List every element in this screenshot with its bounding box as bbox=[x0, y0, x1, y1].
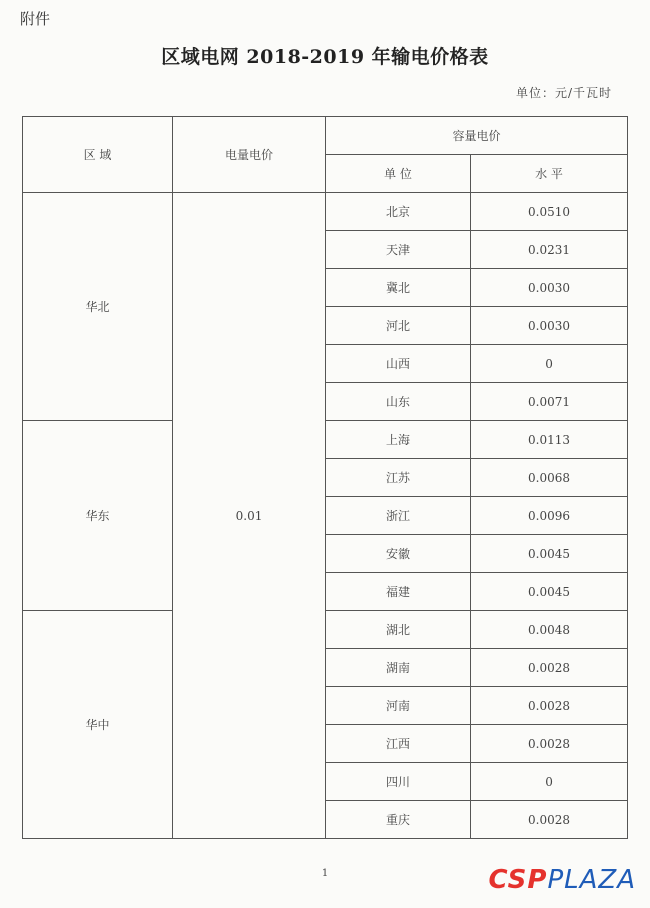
level-cell: 0.0045 bbox=[471, 535, 628, 573]
unit-cell: 上海 bbox=[326, 421, 471, 459]
level-cell: 0.0028 bbox=[471, 687, 628, 725]
header-capacity-price: 容量电价 bbox=[326, 117, 628, 155]
level-cell: 0.0030 bbox=[471, 269, 628, 307]
level-cell: 0.0028 bbox=[471, 801, 628, 839]
unit-cell: 北京 bbox=[326, 193, 471, 231]
level-cell: 0.0068 bbox=[471, 459, 628, 497]
unit-cell: 江苏 bbox=[326, 459, 471, 497]
page-number: 1 bbox=[321, 868, 329, 879]
level-cell: 0.0048 bbox=[471, 611, 628, 649]
unit-cell: 河北 bbox=[326, 307, 471, 345]
table-body bbox=[23, 193, 628, 839]
unit-cell: 河南 bbox=[326, 687, 471, 725]
attachment-label: 附件 bbox=[20, 10, 51, 28]
table-row bbox=[23, 421, 628, 459]
brand-logo-part1: CSP bbox=[488, 865, 548, 895]
page-title: 区域电网 2018-2019 年输电价格表 bbox=[161, 46, 489, 68]
level-cell: 0.0096 bbox=[471, 497, 628, 535]
level-cell: 0.0071 bbox=[471, 383, 628, 421]
level-cell: 0.0113 bbox=[471, 421, 628, 459]
table-row bbox=[23, 611, 628, 649]
transmission-price-table bbox=[22, 116, 628, 839]
level-cell: 0.0045 bbox=[471, 573, 628, 611]
unit-note: 单位：元/千瓦时 bbox=[515, 86, 612, 100]
level-cell: 0.0028 bbox=[471, 649, 628, 687]
level-cell: 0.0231 bbox=[471, 231, 628, 269]
unit-cell: 山东 bbox=[326, 383, 471, 421]
level-cell: 0.0510 bbox=[471, 193, 628, 231]
header-unit: 单 位 bbox=[326, 155, 471, 193]
unit-cell: 湖北 bbox=[326, 611, 471, 649]
unit-cell: 四川 bbox=[326, 763, 471, 801]
unit-cell: 湖南 bbox=[326, 649, 471, 687]
level-cell: 0.0028 bbox=[471, 725, 628, 763]
brand-logo bbox=[489, 865, 637, 895]
unit-cell: 江西 bbox=[326, 725, 471, 763]
unit-cell: 安徽 bbox=[326, 535, 471, 573]
unit-cell: 重庆 bbox=[326, 801, 471, 839]
unit-cell: 浙江 bbox=[326, 497, 471, 535]
level-cell: 0 bbox=[471, 345, 628, 383]
level-cell: 0 bbox=[471, 763, 628, 801]
level-cell: 0.0030 bbox=[471, 307, 628, 345]
energy-price-cell: 0.01 bbox=[173, 193, 326, 839]
brand-logo-part2: PLAZA bbox=[547, 865, 636, 895]
unit-cell: 山西 bbox=[326, 345, 471, 383]
unit-cell: 天津 bbox=[326, 231, 471, 269]
region-cell: 华东 bbox=[23, 421, 173, 611]
table-row bbox=[23, 193, 628, 231]
unit-cell: 冀北 bbox=[326, 269, 471, 307]
region-cell: 华中 bbox=[23, 611, 173, 839]
unit-cell: 福建 bbox=[326, 573, 471, 611]
header-level: 水 平 bbox=[471, 155, 628, 193]
region-cell: 华北 bbox=[23, 193, 173, 421]
header-energy-price: 电量电价 bbox=[173, 117, 326, 193]
header-region: 区 域 bbox=[23, 117, 173, 193]
